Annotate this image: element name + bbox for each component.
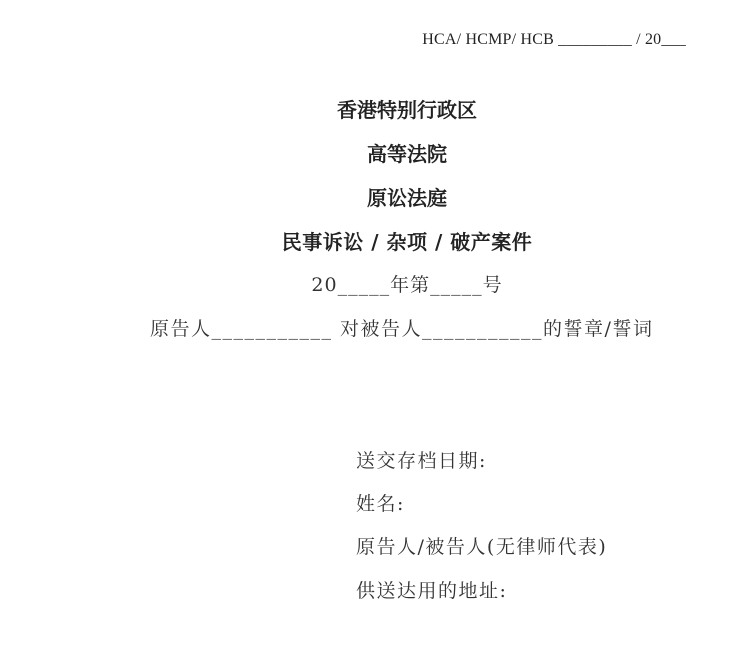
- name-field: 姓名:: [356, 493, 405, 515]
- heading-region: 香港特别行政区: [337, 98, 477, 122]
- case-number: 20_____年第_____号: [311, 274, 503, 296]
- filing-date-field: 送交存档日期:: [356, 450, 487, 472]
- heading-tribunal: 原讼法庭: [367, 186, 447, 210]
- parties-line: 原告人___________ 对被告人___________的誓章/誓词: [150, 318, 654, 340]
- case-reference: HCA/ HCMP/ HCB _________ / 20___: [422, 31, 686, 48]
- heading-court: 高等法院: [367, 142, 447, 166]
- heading-case-types: 民事诉讼 / 杂项 / 破产案件: [281, 230, 533, 254]
- service-address-field: 供送达用的地址:: [356, 580, 508, 602]
- party-role-field: 原告人/被告人(无律师代表): [356, 536, 608, 558]
